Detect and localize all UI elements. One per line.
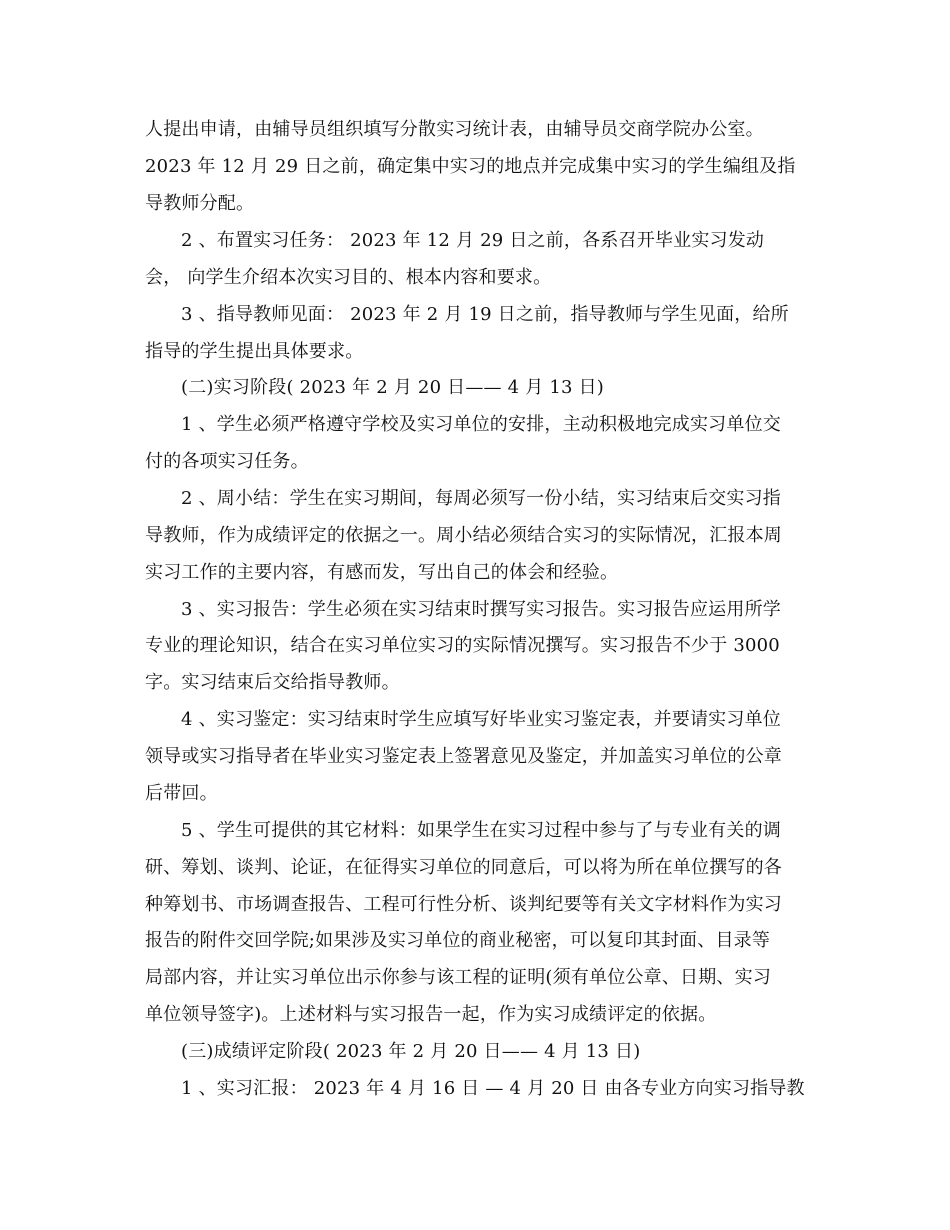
- text-line: 单位领导签字)。上述材料与实习报告一起，作为实习成绩评定的依据。: [145, 1004, 717, 1025]
- text-line: 种筹划书、市场调查报告、工程可行性分析、谈判纪要等有关文字材料作为实习: [145, 894, 782, 915]
- text-line: 2 、周小结：学生在实习期间，每周必须写一份小结，实习结束后交实习指: [181, 488, 781, 509]
- text-line: 1 、实习汇报： 2023 年 4 月 16 日 — 4 月 20 日 由各专业方向实习指导教: [181, 1078, 805, 1099]
- text-line: 3 、实习报告：学生必须在实习结束时撰写实习报告。实习报告应运用所学: [181, 599, 781, 620]
- text-line: 2 、布置实习任务： 2023 年 12 月 29 日之前，各系召开毕业实习发动: [181, 230, 765, 251]
- text-line: 付的各项实习任务。: [145, 451, 309, 472]
- text-line: 专业的理论知识，结合在实习单位实习的实际情况撰写。实习报告不少于 3000: [145, 635, 780, 656]
- text-line: 人提出申请，由辅导员组织填写分散实习统计表，由辅导员交商学院办公室。: [145, 119, 764, 140]
- text-line: 导教师，作为成绩评定的依据之一。周小结必须结合实习的实际情况，汇报本周: [145, 525, 782, 546]
- text-line: 4 、实习鉴定：实习结束时学生应填写好毕业实习鉴定表，并要请实习单位: [181, 709, 781, 730]
- text-line: 报告的附件交回学院;如果涉及实习单位的商业秘密，可以复印其封面、目录等: [145, 930, 771, 951]
- text-line: 实习工作的主要内容，有感而发，写出自己的体会和经验。: [145, 562, 619, 583]
- text-line: 研、筹划、谈判、论证，在征得实习单位的同意后，可以将为所在单位撰写的各: [145, 857, 782, 878]
- text-line: 指导的学生提出具体要求。: [145, 341, 364, 362]
- text-line: 局部内容，并让实习单位出示你参与该工程的证明(须有单位公章、日期、实习: [145, 967, 772, 988]
- text-line: 1 、学生必须严格遵守学校及实习单位的安排，主动积极地完成实习单位交: [181, 414, 781, 435]
- text-line: 5 、学生可提供的其它材料：如果学生在实习过程中参与了与专业有关的调: [181, 820, 781, 841]
- text-line: 2023 年 12 月 29 日之前，确定集中实习的地点并完成集中实习的学生编组及指: [145, 156, 796, 177]
- text-line: 字。实习结束后交给指导教师。: [145, 672, 400, 693]
- text-line: 后带回。: [145, 783, 218, 804]
- text-line: 导教师分配。: [145, 193, 255, 214]
- section-heading: (三)成绩评定阶段( 2023 年 2 月 20 日—— 4 月 13 日): [181, 1041, 641, 1062]
- section-heading: (二)实习阶段( 2023 年 2 月 20 日—— 4 月 13 日): [181, 377, 605, 398]
- text-line: 领导或实习指导者在毕业实习鉴定表上签署意见及鉴定，并加盖实习单位的公章: [145, 746, 782, 767]
- text-line: 3 、指导教师见面： 2023 年 2 月 19 日之前，指导教师与学生见面，给所: [181, 304, 789, 325]
- text-line: 会， 向学生介绍本次实习目的、根本内容和要求。: [145, 267, 552, 288]
